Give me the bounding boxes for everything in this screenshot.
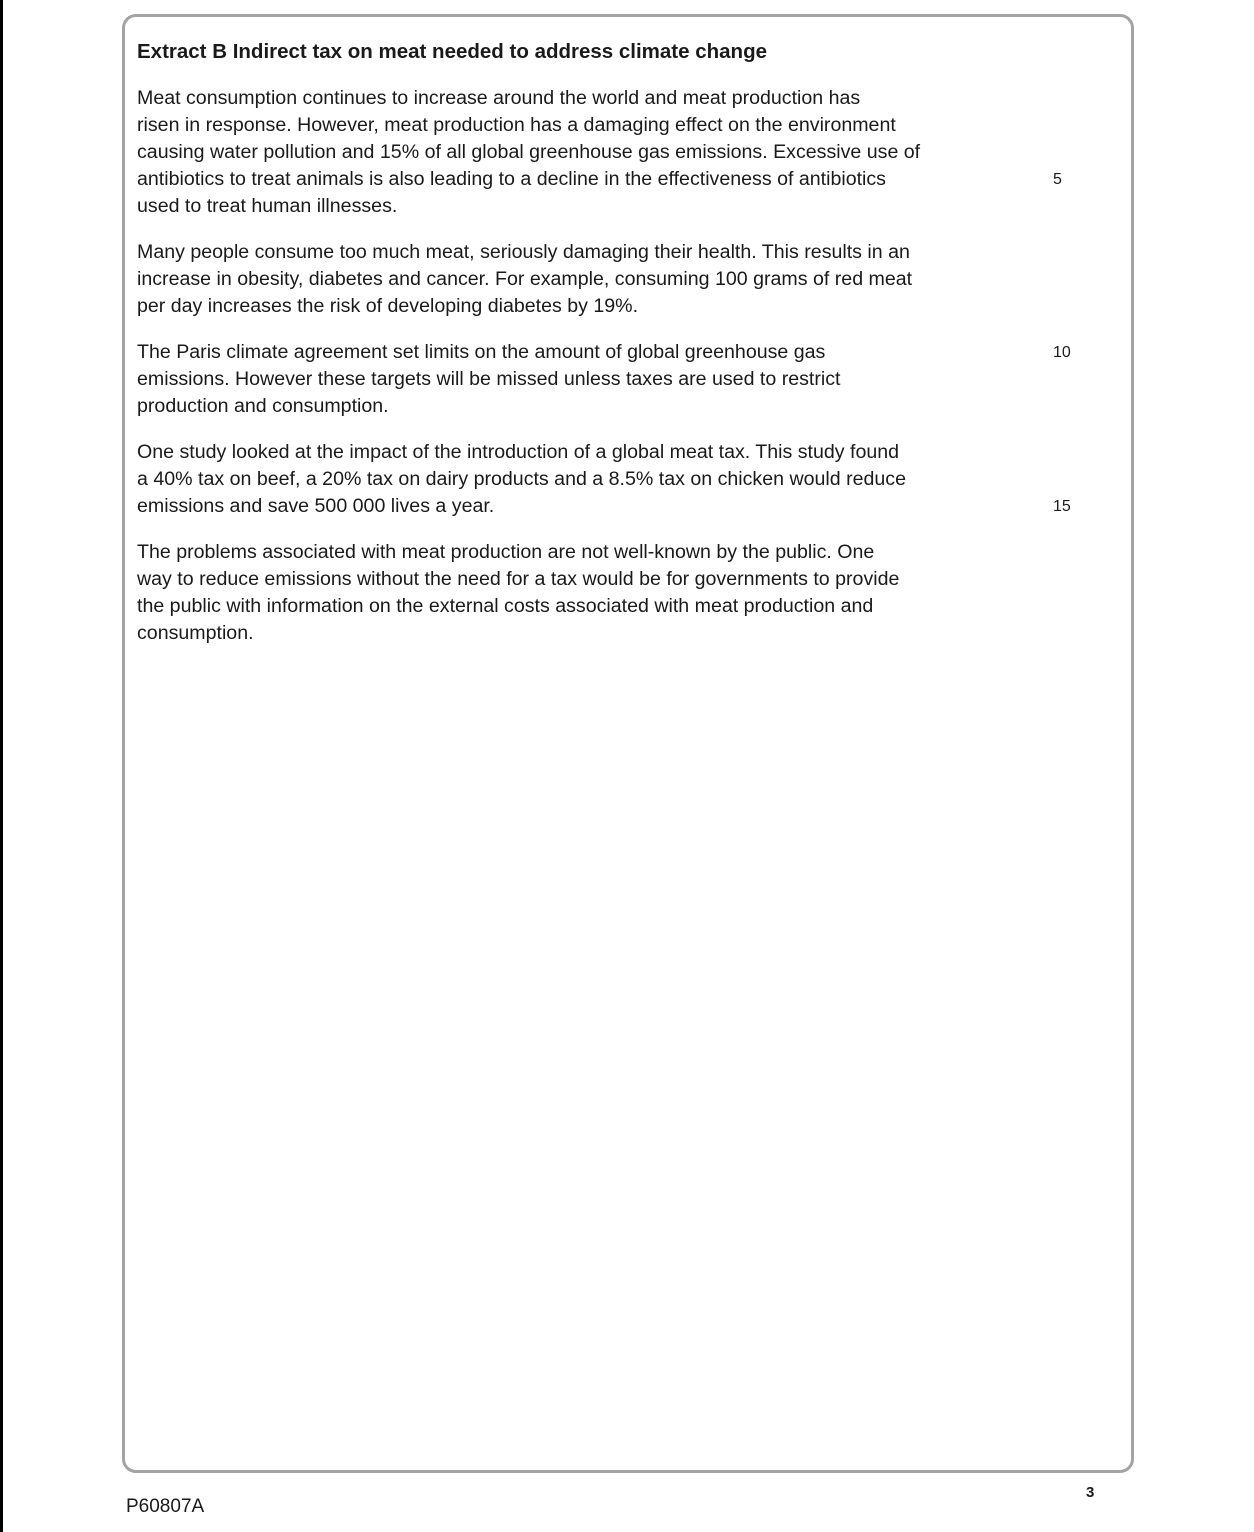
page-number: 3 <box>1086 1484 1095 1501</box>
text-line: The problems associated with meat production are not well-known by the public. One <box>137 541 875 563</box>
text-line: Many people consume too much meat, seriously damaging their health. This results in an <box>137 241 910 263</box>
paragraph <box>137 539 899 647</box>
text-line: consumption. <box>137 622 254 644</box>
text-line: causing water pollution and 15% of all global greenhouse gas emissions. Excessive use of <box>137 141 921 163</box>
text-line: risen in response. However, meat production has a damaging effect on the environment <box>137 114 896 136</box>
line-number-10: 10 <box>1053 344 1071 361</box>
paragraph <box>137 239 912 320</box>
text-line: per day increases the risk of developing diabetes by 19%. <box>137 295 639 317</box>
text-line: emissions. However these targets will be missed unless taxes are used to restrict <box>137 368 841 390</box>
page-edge <box>0 0 3 1532</box>
paper-code: P60807A <box>126 1496 205 1517</box>
text-line: The Paris climate agreement set limits on the amount of global greenhouse gas <box>137 341 826 363</box>
paragraph <box>137 439 906 520</box>
text-line: Meat consumption continues to increase around the world and meat production has <box>137 87 861 109</box>
text-line: increase in obesity, diabetes and cancer. For example, consuming 100 grams of red meat <box>137 268 913 290</box>
paragraph <box>137 85 920 220</box>
text-line: One study looked at the impact of the introduction of a global meat tax. This study found <box>137 441 900 463</box>
line-number-5: 5 <box>1053 171 1062 188</box>
text-line: the public with information on the external costs associated with meat production and <box>137 595 874 617</box>
extract-title: Extract B Indirect tax on meat needed to address climate change <box>137 40 768 63</box>
text-line: emissions and save 500 000 lives a year. <box>137 495 495 517</box>
text-line: way to reduce emissions without the need for a tax would be for governments to provide <box>137 568 900 590</box>
text-line: production and consumption. <box>137 395 389 417</box>
line-number-15: 15 <box>1053 498 1071 515</box>
text-line: a 40% tax on beef, a 20% tax on dairy products and a 8.5% tax on chicken would reduce <box>137 468 906 490</box>
text-line: used to treat human illnesses. <box>137 195 398 217</box>
text-line: antibiotics to treat animals is also leading to a decline in the effectiveness of antibiotics <box>137 168 886 190</box>
paragraph <box>137 339 841 420</box>
extract-box <box>122 14 1134 1473</box>
